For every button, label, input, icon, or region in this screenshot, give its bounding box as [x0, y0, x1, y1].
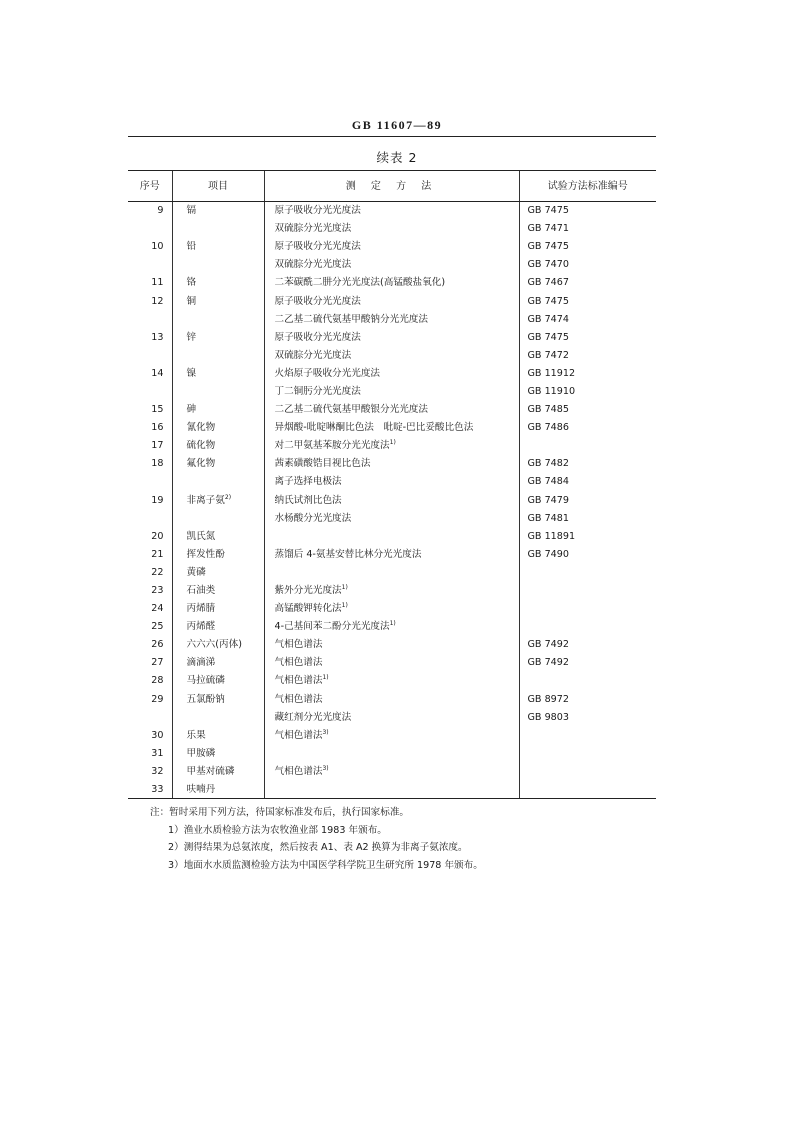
cell-standard [519, 202, 656, 220]
table-row [128, 618, 656, 636]
table-body [128, 202, 656, 799]
cell-item [172, 726, 264, 744]
cell-item [172, 509, 264, 527]
cell-method-text: 原子吸收分光光度法 [274, 295, 361, 307]
cell-item-text: 铬 [186, 277, 197, 289]
cell-method [264, 491, 519, 509]
footnotes [150, 804, 670, 874]
standard-code-header: GB 11607—89 [351, 118, 443, 132]
cell-item [172, 672, 264, 690]
cell-number-text: 15 [151, 404, 164, 416]
cell-number-text: 23 [151, 585, 164, 597]
cell-standard-text: GB 7475 [527, 205, 569, 217]
cell-item-text: 甲基对硫磷 [186, 765, 235, 777]
table-row [128, 256, 656, 274]
cell-standard-text: GB 7482 [527, 458, 569, 470]
cell-standard [519, 401, 656, 419]
cell-method-text: 纳氏试剂比色法 [274, 494, 342, 506]
cell-standard [519, 636, 656, 654]
table-row [128, 328, 656, 346]
cell-number-text: 30 [151, 729, 164, 741]
cell-method [264, 256, 519, 274]
cell-number [128, 690, 172, 708]
footnote-marker: 1) [389, 620, 396, 628]
cell-number [128, 636, 172, 654]
cell-method [264, 364, 519, 382]
cell-item-text: 石油类 [186, 585, 216, 597]
table-row [128, 509, 656, 527]
table-row [128, 455, 656, 473]
cell-item [172, 473, 264, 491]
cell-number [128, 762, 172, 780]
cell-item [172, 292, 264, 310]
cell-number [128, 220, 172, 238]
cell-standard-text: GB 7475 [527, 331, 569, 343]
cell-item [172, 274, 264, 292]
cell-item-text: 凯氏氮 [186, 530, 216, 542]
cell-method-text: 气相色谱法 [274, 765, 323, 777]
cell-item-text: 甲胺磷 [186, 747, 216, 759]
table-row [128, 274, 656, 292]
cell-item-text: 氰化物 [186, 422, 216, 434]
table-row [128, 690, 656, 708]
cell-item [172, 744, 264, 762]
cell-method [264, 346, 519, 364]
cell-number [128, 618, 172, 636]
cell-standard [519, 455, 656, 473]
table-row [128, 563, 656, 581]
cell-number [128, 274, 172, 292]
table-row [128, 636, 656, 654]
cell-method [264, 437, 519, 455]
cell-method [264, 600, 519, 618]
cell-method-text: 气相色谱法 [274, 693, 323, 705]
cell-method [264, 762, 519, 780]
cell-number [128, 491, 172, 509]
cell-number [128, 726, 172, 744]
table-row [128, 419, 656, 437]
cell-item [172, 654, 264, 672]
cell-number-text: 21 [151, 548, 164, 560]
cell-number-text: 19 [151, 494, 164, 506]
cell-number-text: 9 [157, 205, 164, 217]
cell-number [128, 382, 172, 400]
column-header-number: 序号 [128, 171, 172, 202]
cell-item-text: 五氯酚钠 [186, 693, 225, 705]
cell-number-text: 32 [151, 765, 164, 777]
cell-standard [519, 256, 656, 274]
cell-method-text: 蒸馏后 4-氨基安替比林分光光度法 [274, 548, 422, 560]
table-caption: 续表 2 [376, 150, 418, 165]
cell-method [264, 419, 519, 437]
cell-method-text: 异烟酸-吡啶啉酮比色法 吡啶-巴比妥酸比色法 [274, 422, 474, 434]
cell-method [264, 401, 519, 419]
cell-number-text: 17 [151, 440, 164, 452]
cell-item [172, 401, 264, 419]
cell-item [172, 527, 264, 545]
footnote-marker: 3) [322, 728, 329, 736]
cell-method [264, 690, 519, 708]
cell-number [128, 744, 172, 762]
table-row [128, 310, 656, 328]
cell-number-text: 18 [151, 458, 164, 470]
cell-item-text: 滴滴涕 [186, 657, 216, 669]
cell-method-text: 气相色谱法 [274, 639, 323, 651]
cell-standard-text: GB 7492 [527, 639, 569, 651]
table-row [128, 220, 656, 238]
table-row [128, 672, 656, 690]
cell-standard [519, 563, 656, 581]
cell-item-text: 硫化物 [186, 440, 216, 452]
cell-standard [519, 690, 656, 708]
cell-method [264, 202, 519, 220]
cell-item-text: 铅 [186, 241, 197, 253]
cell-number-text: 11 [151, 277, 164, 289]
cell-item-text: 非离子氨 [186, 494, 225, 506]
cell-standard-text: GB 7470 [527, 259, 569, 271]
cell-method [264, 654, 519, 672]
cell-standard-text: GB 11910 [527, 385, 576, 397]
table-row [128, 292, 656, 310]
cell-number [128, 581, 172, 599]
table-row [128, 744, 656, 762]
cell-number [128, 509, 172, 527]
cell-method-text: 二乙基二硫代氨基甲酸银分光光度法 [274, 404, 428, 416]
note-2: 2）测得结果为总氨浓度，然后按表 A1、表 A2 换算为非离子氨浓度。 [168, 842, 468, 853]
cell-standard [519, 527, 656, 545]
table-row [128, 527, 656, 545]
cell-number-text: 13 [151, 331, 164, 343]
cell-method [264, 455, 519, 473]
cell-number-text: 28 [151, 675, 164, 687]
cell-number [128, 654, 172, 672]
cell-method-text: 茜素磺酸锆目视比色法 [274, 458, 371, 470]
cell-number-text: 31 [151, 747, 164, 759]
cell-number-text: 25 [151, 621, 164, 633]
cell-number [128, 256, 172, 274]
cell-item [172, 256, 264, 274]
cell-number-text: 16 [151, 422, 164, 434]
cell-standard [519, 382, 656, 400]
cell-number [128, 563, 172, 581]
cell-method-text: 高锰酸钾转化法 [274, 603, 342, 615]
cell-method-text: 藏红剂分光光度法 [274, 711, 352, 723]
cell-item-text: 乐果 [186, 729, 206, 741]
cell-number-text: 33 [151, 783, 164, 795]
cell-method [264, 618, 519, 636]
column-header-method: 测 定 方 法 [264, 171, 519, 202]
cell-method-text: 4-己基间苯二酚分光光度法 [274, 621, 390, 633]
cell-method [264, 744, 519, 762]
cell-standard-text: GB 7467 [527, 277, 569, 289]
note-intro: 注：暂时采用下列方法，待国家标准发布后，执行国家标准。 [150, 807, 410, 818]
cell-standard-text: GB 7486 [527, 422, 569, 434]
cell-standard-text: GB 7471 [527, 223, 569, 235]
column-header-standard: 试验方法标准编号 [519, 171, 656, 202]
cell-standard [519, 364, 656, 382]
cell-method [264, 509, 519, 527]
cell-number [128, 781, 172, 799]
footnote-marker: 2) [224, 493, 232, 501]
cell-item [172, 708, 264, 726]
cell-item-text: 镍 [186, 367, 197, 379]
cell-item [172, 202, 264, 220]
cell-item-text: 马拉硫磷 [186, 675, 225, 687]
cell-method-text: 二苯碳酰二肼分光光度法(高锰酸盐氧化) [274, 277, 446, 289]
cell-method-text: 丁二铜肟分光光度法 [274, 385, 361, 397]
cell-number [128, 672, 172, 690]
cell-standard-text: GB 7472 [527, 349, 569, 361]
cell-standard [519, 672, 656, 690]
cell-standard [519, 346, 656, 364]
cell-method [264, 310, 519, 328]
cell-number-text: 14 [151, 367, 164, 379]
note-1: 1）渔业水质检验方法为农牧渔业部 1983 年颁布。 [168, 824, 387, 836]
cell-method [264, 581, 519, 599]
cell-item [172, 581, 264, 599]
cell-method [264, 238, 519, 256]
cell-item-text: 锌 [186, 331, 197, 343]
cell-method [264, 274, 519, 292]
cell-standard-text: GB 11912 [527, 367, 576, 379]
cell-standard [519, 581, 656, 599]
column-header-item: 项目 [172, 171, 264, 202]
cell-number-text: 26 [151, 639, 164, 651]
note-3: 3）地面水水质监测检验方法为中国医学科学院卫生研究所 1978 年颁布。 [168, 859, 483, 871]
cell-method-text: 火焰原子吸收分光光度法 [274, 367, 381, 379]
cell-standard [519, 600, 656, 618]
cell-number-text: 22 [151, 566, 164, 578]
cell-standard-text: GB 7479 [527, 494, 569, 506]
cell-standard [519, 274, 656, 292]
cell-standard [519, 220, 656, 238]
cell-standard [519, 618, 656, 636]
cell-method-text: 双硫腙分光光度法 [274, 259, 352, 271]
cell-standard-text: GB 8972 [527, 693, 569, 705]
cell-number [128, 600, 172, 618]
footnote-marker: 1) [341, 583, 348, 591]
table-row [128, 726, 656, 744]
cell-item [172, 328, 264, 346]
cell-method-text: 原子吸收分光光度法 [274, 205, 361, 217]
cell-item-text: 铜 [186, 295, 197, 307]
cell-method [264, 563, 519, 581]
cell-standard [519, 781, 656, 799]
cell-method [264, 527, 519, 545]
cell-item-text: 挥发性酚 [186, 548, 225, 560]
cell-item-text: 呋喃丹 [186, 783, 216, 795]
table-header-row [128, 171, 656, 202]
cell-standard [519, 292, 656, 310]
cell-standard-text: GB 7485 [527, 404, 569, 416]
cell-item-text: 镉 [186, 205, 197, 217]
cell-standard [519, 491, 656, 509]
cell-method [264, 672, 519, 690]
cell-method-text: 气相色谱法 [274, 729, 323, 741]
cell-item [172, 781, 264, 799]
cell-method [264, 292, 519, 310]
cell-number [128, 346, 172, 364]
cell-number [128, 455, 172, 473]
table-row [128, 581, 656, 599]
cell-standard-text: GB 7474 [527, 313, 569, 325]
cell-standard-text: GB 7481 [527, 512, 569, 524]
cell-item-text: 丙烯腈 [186, 603, 216, 615]
cell-standard [519, 708, 656, 726]
cell-item [172, 545, 264, 563]
cell-number-text: 12 [151, 295, 164, 307]
cell-number-text: 24 [151, 603, 164, 615]
cell-method [264, 708, 519, 726]
cell-item [172, 636, 264, 654]
cell-number-text: 29 [151, 693, 164, 705]
cell-method [264, 545, 519, 563]
cell-number [128, 419, 172, 437]
cell-standard [519, 419, 656, 437]
cell-standard-text: GB 7492 [527, 657, 569, 669]
cell-standard [519, 509, 656, 527]
cell-standard-text: GB 7490 [527, 548, 569, 560]
footnote-marker: 1) [389, 439, 396, 447]
cell-number [128, 708, 172, 726]
cell-item [172, 491, 264, 509]
cell-method [264, 726, 519, 744]
cell-number [128, 202, 172, 220]
cell-standard [519, 328, 656, 346]
cell-item [172, 437, 264, 455]
cell-method-text: 双硫腙分光光度法 [274, 223, 352, 235]
cell-number-text: 20 [151, 530, 164, 542]
cell-standard-text: GB 7475 [527, 295, 569, 307]
cell-item [172, 690, 264, 708]
cell-number [128, 401, 172, 419]
cell-method-text: 双硫腙分光光度法 [274, 349, 352, 361]
cell-item [172, 310, 264, 328]
cell-item [172, 618, 264, 636]
cell-number [128, 238, 172, 256]
cell-method [264, 220, 519, 238]
cell-item [172, 419, 264, 437]
table-row [128, 346, 656, 364]
cell-number-text: 10 [151, 241, 164, 253]
table-row [128, 473, 656, 491]
cell-item [172, 762, 264, 780]
cell-number [128, 527, 172, 545]
table-row [128, 364, 656, 382]
footnote-marker: 3) [322, 764, 329, 772]
cell-standard [519, 654, 656, 672]
table-row [128, 781, 656, 799]
cell-number [128, 364, 172, 382]
cell-item-text: 六六六(丙体) [186, 639, 242, 651]
cell-method [264, 473, 519, 491]
cell-item [172, 364, 264, 382]
cell-number [128, 437, 172, 455]
table-row [128, 238, 656, 256]
cell-method-text: 原子吸收分光光度法 [274, 331, 361, 343]
cell-item [172, 238, 264, 256]
cell-item [172, 455, 264, 473]
cell-number [128, 473, 172, 491]
table-row [128, 708, 656, 726]
table-row [128, 762, 656, 780]
cell-item [172, 382, 264, 400]
cell-method [264, 781, 519, 799]
cell-method [264, 328, 519, 346]
cell-number [128, 310, 172, 328]
header-rule [128, 136, 656, 137]
cell-standard [519, 545, 656, 563]
cell-item-text: 氟化物 [186, 458, 216, 470]
cell-method [264, 636, 519, 654]
cell-item [172, 600, 264, 618]
cell-method-text: 气相色谱法 [274, 675, 323, 687]
table-row [128, 654, 656, 672]
cell-standard [519, 762, 656, 780]
cell-item [172, 220, 264, 238]
cell-item-text: 丙烯醛 [186, 621, 216, 633]
cell-method [264, 382, 519, 400]
cell-standard [519, 744, 656, 762]
footnote-marker: 1) [322, 674, 329, 682]
cell-item [172, 563, 264, 581]
cell-standard-text: GB 11891 [527, 530, 576, 542]
cell-method-text: 离子选择电极法 [274, 476, 342, 488]
cell-standard [519, 726, 656, 744]
cell-method-text: 气相色谱法 [274, 657, 323, 669]
cell-standard [519, 238, 656, 256]
methods-table [128, 170, 656, 799]
cell-number-text: 27 [151, 657, 164, 669]
cell-item-text: 黄磷 [186, 566, 206, 578]
table-row [128, 401, 656, 419]
table-row [128, 382, 656, 400]
cell-method-text: 紫外分光光度法 [274, 585, 342, 597]
cell-method-text: 二乙基二硫代氨基甲酸钠分光光度法 [274, 313, 428, 325]
cell-method-text: 原子吸收分光光度法 [274, 241, 361, 253]
cell-item [172, 346, 264, 364]
cell-method-text: 对二甲氨基苯胺分光光度法 [274, 440, 390, 452]
cell-standard-text: GB 7475 [527, 241, 569, 253]
cell-standard [519, 437, 656, 455]
cell-number [128, 292, 172, 310]
cell-item-text: 砷 [186, 404, 197, 416]
cell-standard-text: GB 9803 [527, 711, 569, 723]
cell-number [128, 328, 172, 346]
table-row [128, 437, 656, 455]
table-row [128, 545, 656, 563]
cell-method-text: 水杨酸分光光度法 [274, 512, 352, 524]
cell-standard-text: GB 7484 [527, 476, 569, 488]
cell-standard [519, 473, 656, 491]
table-row [128, 202, 656, 220]
cell-standard [519, 310, 656, 328]
footnote-marker: 1) [341, 601, 348, 609]
cell-number [128, 545, 172, 563]
table-row [128, 491, 656, 509]
table-row [128, 600, 656, 618]
